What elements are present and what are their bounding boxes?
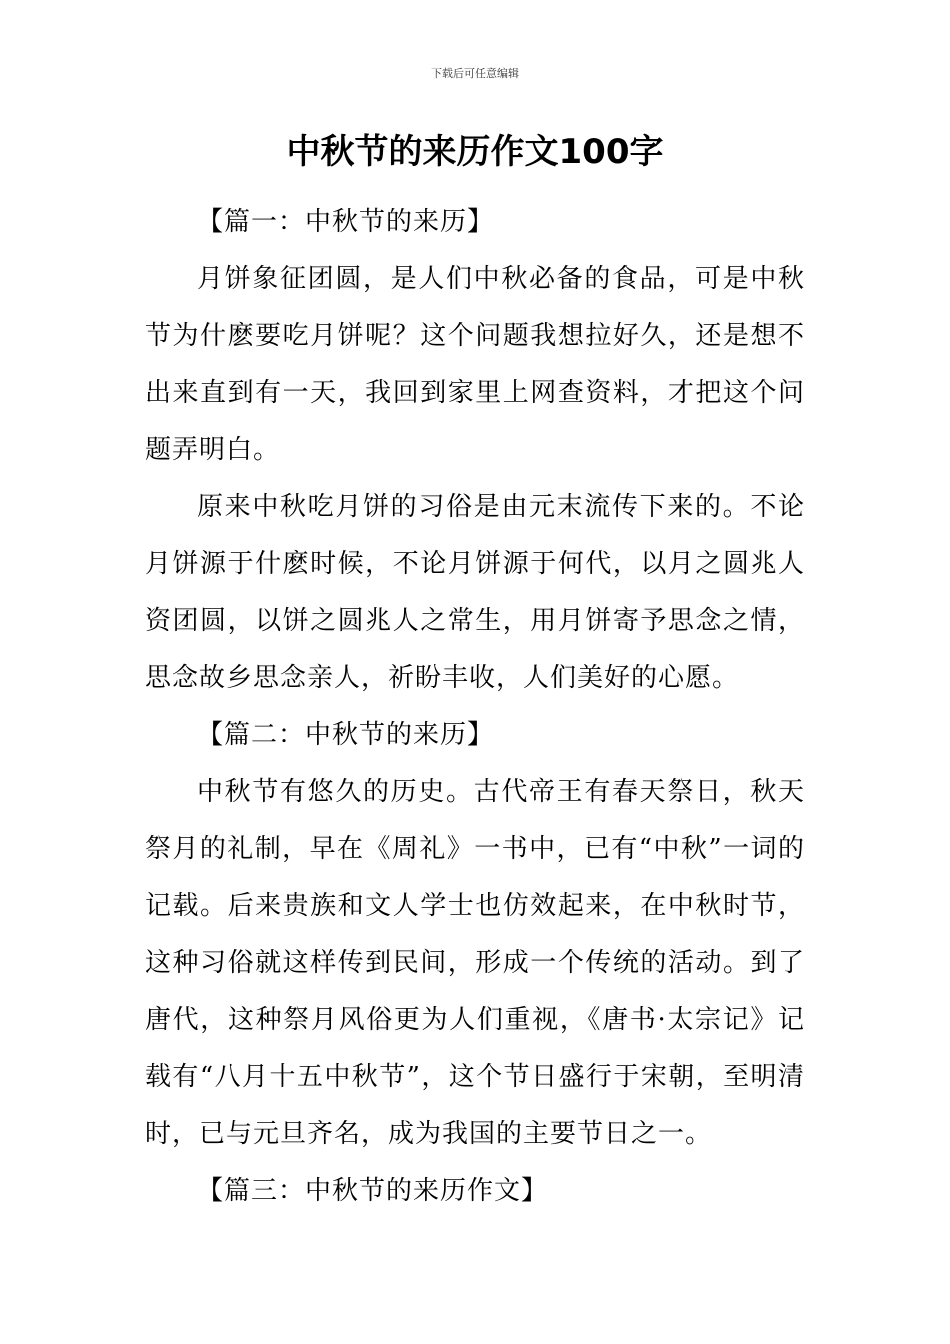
page-header-note: 下载后可任意编辑 <box>431 67 519 80</box>
section-heading-1: 【篇一：中秋节的来历】 <box>197 207 495 237</box>
paragraph: 月饼象征团圆，是人们中秋必备的食品，可是中秋节为什麽要吃月饼呢？这个问题我想拉好久，还是想不出来直到有一天，我回到家里上网查资料，才把这个问题弄明白。 <box>145 264 805 465</box>
section-heading-3: 【篇三：中秋节的来历作文】 <box>197 1176 549 1206</box>
section-heading-2: 【篇二：中秋节的来历】 <box>197 720 495 750</box>
document-title: 中秋节的来历作文100字 <box>286 132 664 172</box>
document-body <box>145 194 805 1220</box>
paragraph: 原来中秋吃月饼的习俗是由元末流传下来的。不论月饼源于什麽时候，不论月饼源于何代，以月之圆兆人资团圆，以饼之圆兆人之常生，用月饼寄予思念之情，思念故乡思念亲人，祈盼丰收，人们美好的心愿。 <box>145 492 805 693</box>
paragraph: 中秋节有悠久的历史。古代帝王有春天祭日，秋天祭月的礼制，早在《周礼》一书中，已有“中秋”一词的记载。后来贵族和文人学士也仿效起来，在中秋时节，这种习俗就这样传到民间，形成一个传统的活动。到了唐代，这种祭月风俗更为人们重视，《唐书·太宗记》记载有“八月十五中秋节”，这个节日盛行于宋朝，至明清时，已与元旦齐名，成为我国的主要节日之一。 <box>145 777 805 1149</box>
